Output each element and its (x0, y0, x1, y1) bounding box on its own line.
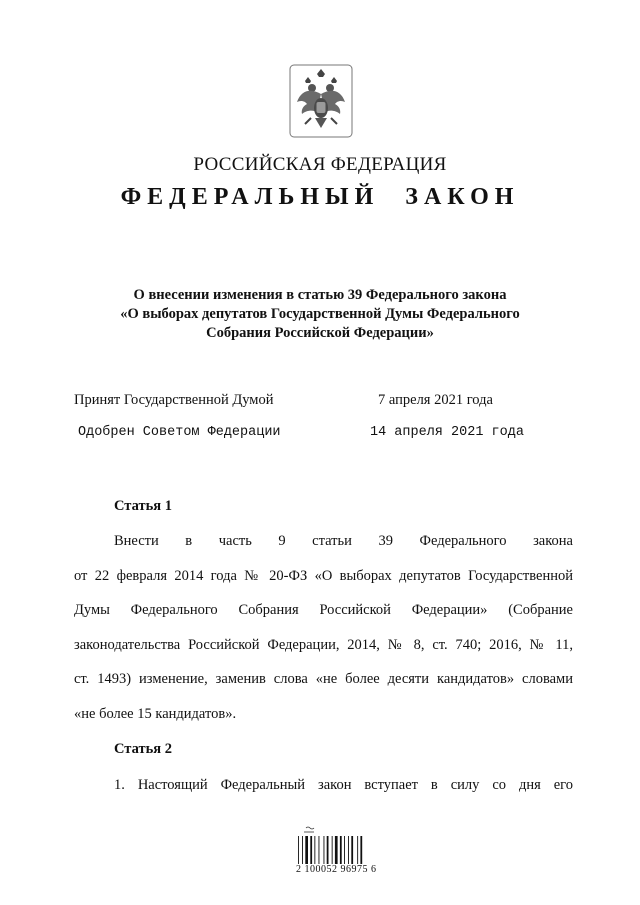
law-title (60, 286, 580, 343)
text-line: Внести в часть 9 статьи 39 Федерального закона (114, 533, 573, 549)
text-line: Думы Федерального Собрания Российской Федерации» (Собрание (74, 602, 573, 618)
text-line: «не более 15 кандидатов». (74, 706, 237, 722)
barcode-number: 2 100052 96975 6 (296, 864, 377, 875)
text-line: от 22 февраля 2014 года № 20-ФЗ «О выборах депутатов Государственной (74, 568, 573, 584)
text-line: ст. 1493) изменение, заменив слова «не более десяти кандидатов» словами (74, 671, 573, 687)
duma-adoption-date: 7 апреля 2021 года (378, 392, 493, 408)
title-line: О внесении изменения в статью 39 Федерального закона (133, 287, 507, 303)
text-line: 1. Настоящий Федеральный закон вступает в силу со дня его (114, 777, 573, 793)
duma-adoption-label: Принят Государственной Думой (74, 392, 274, 408)
title-line: «О выборах депутатов Государственной Думы Федерального (120, 306, 520, 322)
article-1-heading: Статья 1 (114, 498, 172, 514)
title-line: Собрания Российской Федерации» (206, 325, 434, 341)
country-name: РОССИЙСКАЯ ФЕДЕРАЦИЯ (193, 154, 447, 175)
text-line: законодательства Российской Федерации, 2014, № 8, ст. 740; 2016, № 11, (74, 637, 573, 653)
council-approval-date: 14 апреля 2021 года (370, 425, 524, 440)
document-type: ФЕДЕРАЛЬНЫЙ ЗАКОН (120, 184, 520, 210)
council-approval-label: Одобрен Советом Федерации (78, 425, 281, 440)
coat-of-arms-emblem (289, 64, 353, 138)
article-2-heading: Статья 2 (114, 741, 172, 757)
